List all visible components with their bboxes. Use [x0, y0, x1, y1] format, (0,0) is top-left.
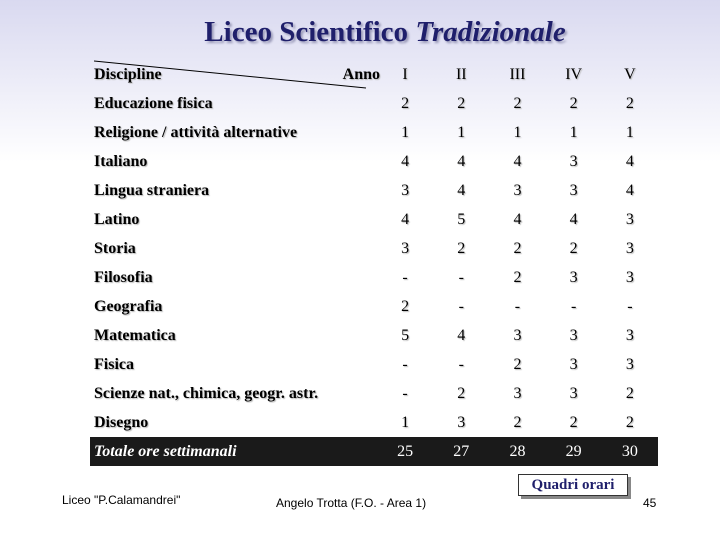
- hours-cell: 4: [569, 210, 578, 228]
- hours-cell: 27: [433, 437, 489, 466]
- hours-cell: 2: [569, 413, 578, 431]
- table-row: [90, 118, 658, 147]
- hours-cell: 3: [625, 268, 634, 286]
- hours-cell: 2: [513, 239, 522, 257]
- title-italic: Tradizionale: [415, 16, 566, 48]
- table-row: [90, 205, 658, 234]
- subject-cell: Lingua straniera: [94, 181, 210, 199]
- hours-cell: 2: [625, 94, 634, 112]
- hours-cell: 3: [513, 384, 522, 402]
- hours-cell: 1: [569, 123, 578, 141]
- subject-cell: Latino: [94, 210, 140, 228]
- subject-cell: Geografia: [94, 297, 163, 315]
- table-row: [90, 408, 658, 437]
- header-row: [90, 60, 658, 89]
- hours-cell: 3: [457, 413, 466, 431]
- subject-cell: Italiano: [94, 152, 148, 170]
- hours-cell: 5: [457, 210, 466, 228]
- footer-school: Liceo "P.Calamandrei": [62, 493, 181, 507]
- table-row: [90, 321, 658, 350]
- hours-cell: 30: [602, 437, 658, 466]
- hours-cell: 2: [569, 239, 578, 257]
- title-plain: Liceo Scientifico: [204, 16, 409, 48]
- hours-cell: 3: [569, 326, 578, 344]
- hours-cell: -: [570, 297, 577, 315]
- hours-cell: 3: [569, 181, 578, 199]
- table-row: [90, 176, 658, 205]
- hours-cell: 3: [625, 239, 634, 257]
- hours-cell: 3: [569, 384, 578, 402]
- header-anno: Anno: [342, 66, 380, 83]
- hours-cell: 2: [457, 384, 466, 402]
- table-row: [90, 292, 658, 321]
- hours-cell: 3: [513, 326, 522, 344]
- hours-cell: 25: [377, 437, 433, 466]
- quadri-orari-badge: Quadri orari: [518, 474, 628, 496]
- header-discipline-cell: [90, 60, 380, 89]
- hours-cell: 2: [625, 413, 634, 431]
- table-row: [90, 234, 658, 263]
- hours-cell: 3: [401, 239, 410, 257]
- page-number: 45: [643, 496, 657, 510]
- hours-cell: 29: [546, 437, 602, 466]
- header-year-3: III: [509, 65, 526, 83]
- hours-cell: 1: [401, 123, 410, 141]
- hours-cell: 1: [513, 123, 522, 141]
- hours-cell: 4: [457, 326, 466, 344]
- subject-cell: Storia: [94, 239, 136, 257]
- subject-cell: Matematica: [94, 326, 176, 344]
- hours-cell: 4: [457, 152, 466, 170]
- hours-cell: 2: [401, 297, 410, 315]
- table-row: [90, 350, 658, 379]
- subject-cell: Totale ore settimanali: [90, 437, 377, 466]
- hours-cell: 28: [489, 437, 545, 466]
- header-year-1: I: [402, 65, 408, 83]
- hours-cell: 3: [401, 181, 410, 199]
- hours-cell: -: [402, 268, 408, 286]
- hours-cell: 4: [513, 210, 522, 228]
- hours-cell: -: [458, 355, 464, 373]
- total-row: [90, 437, 658, 466]
- hours-cell: 3: [569, 268, 578, 286]
- hours-cell: 2: [457, 239, 466, 257]
- header-year-5: V: [624, 65, 636, 83]
- hours-cell: 2: [513, 355, 522, 373]
- hours-cell: 3: [569, 152, 578, 170]
- hours-cell: 5: [401, 326, 410, 344]
- subject-cell: Educazione fisica: [94, 94, 213, 112]
- footer-author: Angelo Trotta (F.O. - Area 1): [276, 496, 427, 510]
- hours-cell: 1: [401, 413, 410, 431]
- hours-cell: 3: [569, 355, 578, 373]
- hours-cell: 4: [401, 152, 410, 170]
- schedule-table: [90, 60, 658, 466]
- hours-cell: 2: [513, 94, 522, 112]
- subject-cell: Scienze nat., chimica, geogr. astr.: [94, 384, 319, 402]
- table-row: [90, 379, 658, 408]
- hours-cell: 2: [569, 94, 578, 112]
- hours-cell: 3: [625, 210, 634, 228]
- hours-cell: 3: [513, 181, 522, 199]
- table-row: [90, 89, 658, 118]
- hours-cell: 4: [625, 152, 634, 170]
- hours-cell: 2: [457, 94, 466, 112]
- subject-cell: Religione / attività alternative: [94, 123, 298, 141]
- hours-cell: -: [402, 355, 408, 373]
- header-year-4: IV: [565, 65, 583, 83]
- hours-cell: 4: [401, 210, 410, 228]
- hours-cell: 1: [625, 123, 634, 141]
- hours-cell: 2: [401, 94, 410, 112]
- hours-cell: -: [458, 268, 464, 286]
- hours-cell: 4: [513, 152, 522, 170]
- hours-cell: 4: [457, 181, 466, 199]
- hours-cell: 3: [625, 355, 634, 373]
- hours-cell: 2: [513, 413, 522, 431]
- hours-cell: 3: [625, 326, 634, 344]
- header-year-2: II: [455, 65, 467, 83]
- hours-cell: 4: [625, 181, 634, 199]
- subject-cell: Fisica: [94, 355, 134, 373]
- hours-cell: -: [402, 384, 408, 402]
- subject-cell: Disegno: [94, 413, 149, 431]
- hours-cell: -: [627, 297, 633, 315]
- subject-cell: Filosofia: [94, 268, 153, 286]
- header-discipline: Discipline: [94, 66, 162, 83]
- hours-cell: 1: [457, 123, 466, 141]
- table-row: [90, 147, 658, 176]
- hours-cell: 2: [513, 268, 522, 286]
- hours-cell: -: [514, 297, 521, 315]
- hours-cell: -: [458, 297, 464, 315]
- table-row: [90, 263, 658, 292]
- page-title: [0, 16, 720, 49]
- hours-cell: 2: [625, 384, 634, 402]
